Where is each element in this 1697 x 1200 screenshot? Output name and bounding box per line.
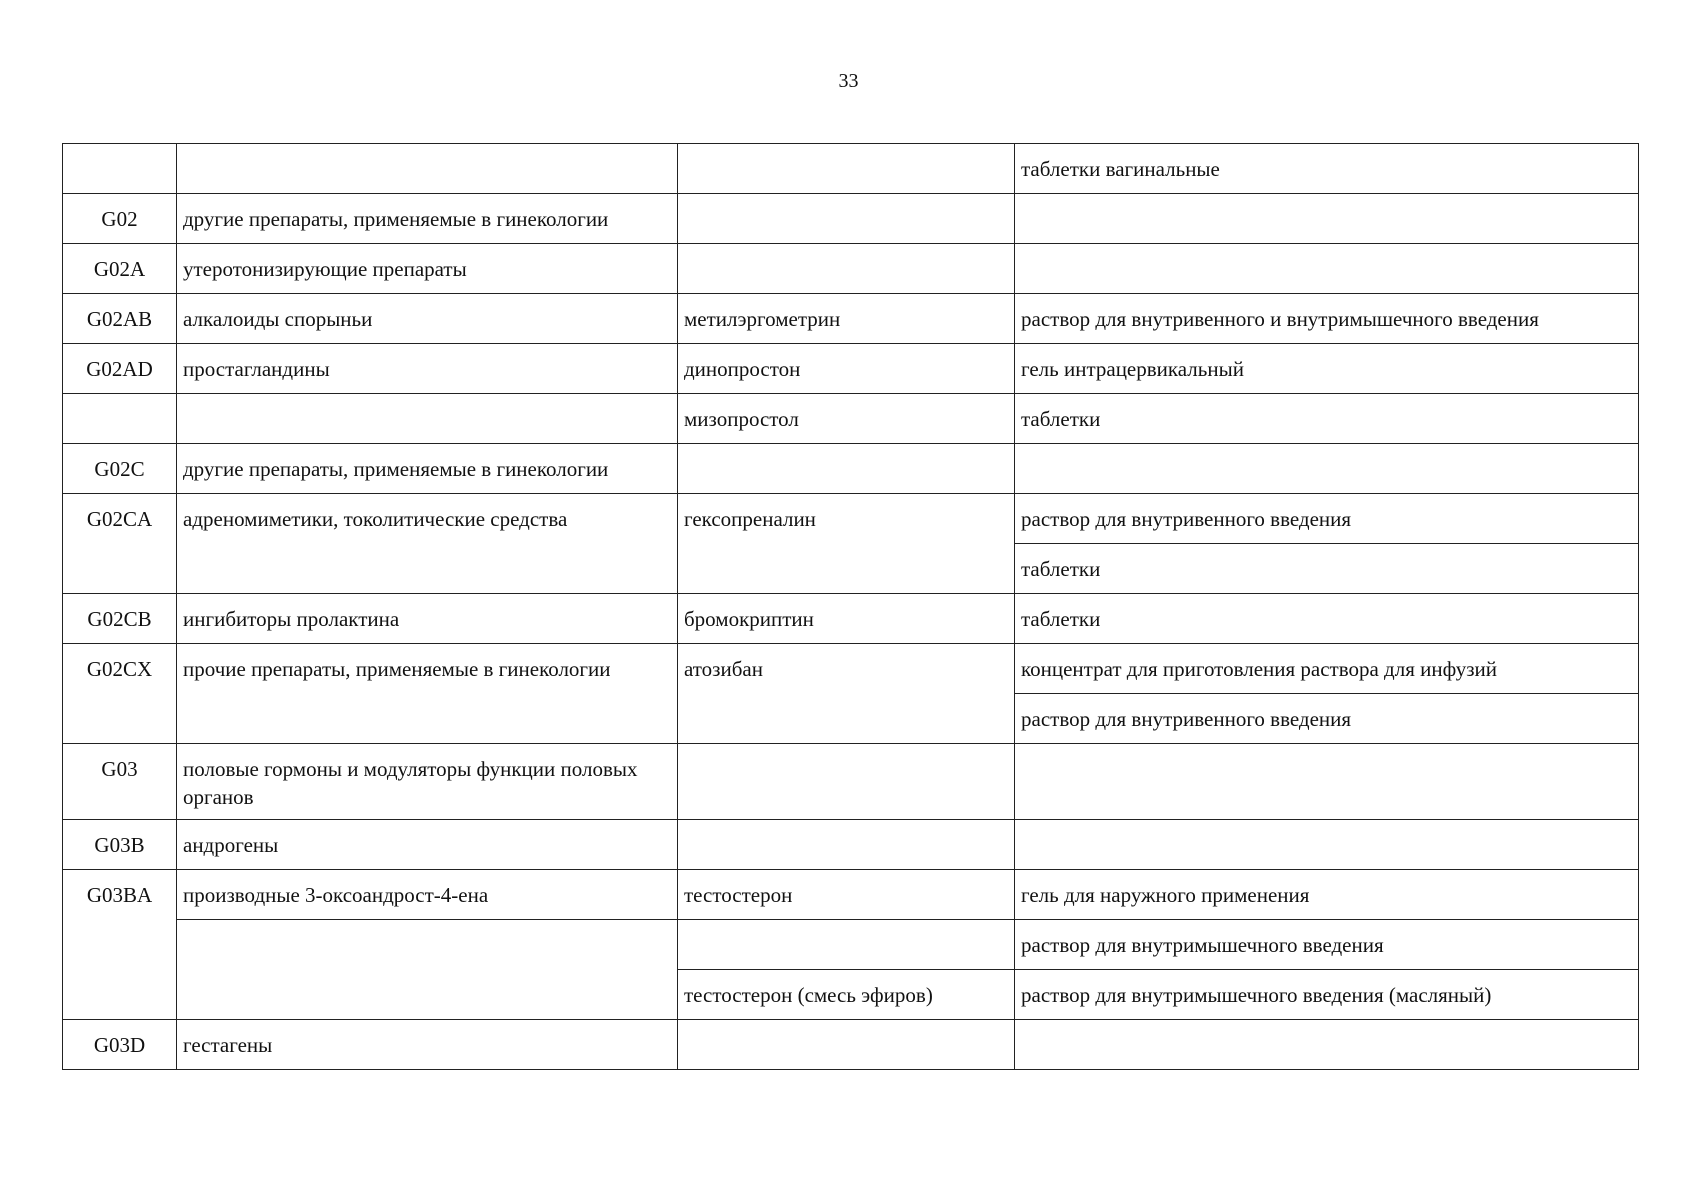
dosage-form-cell [1015, 444, 1639, 494]
dosage-form-cell [1015, 1020, 1639, 1070]
group-cell [177, 144, 678, 194]
dosage-form-cell: гель для наружного применения [1015, 870, 1639, 920]
dosage-form-cell: таблетки вагинальные [1015, 144, 1639, 194]
table-row [63, 244, 1639, 294]
atc-code-cell: G03B [63, 820, 177, 870]
dosage-form-cell: таблетки [1015, 594, 1639, 644]
dosage-form-cell [1015, 744, 1639, 820]
atc-code-cell: G02AD [63, 344, 177, 394]
group-cell: половые гормоны и модуляторы функции половых органов [177, 744, 678, 820]
drug-cell: тестостерон [678, 870, 1015, 920]
table-row [63, 744, 1639, 820]
drug-cell [678, 920, 1015, 970]
dosage-form-cell: концентрат для приготовления раствора для инфузий [1015, 644, 1639, 694]
table-row [63, 444, 1639, 494]
drug-cell: атозибан [678, 644, 1015, 744]
drug-cell [678, 744, 1015, 820]
drug-cell: метилэргометрин [678, 294, 1015, 344]
atc-code-cell: G02CA [63, 494, 177, 594]
dosage-form-cell [1015, 820, 1639, 870]
atc-code-cell [63, 144, 177, 194]
table-row [63, 194, 1639, 244]
group-cell: андрогены [177, 820, 678, 870]
drug-table [62, 143, 1639, 1070]
table-row [63, 1020, 1639, 1070]
table-row [63, 920, 1639, 970]
atc-code-cell: G02CB [63, 594, 177, 644]
dosage-form-cell: гель интрацервикальный [1015, 344, 1639, 394]
atc-code-cell: G03 [63, 744, 177, 820]
drug-cell: тестостерон (смесь эфиров) [678, 970, 1015, 1020]
drug-cell: динопростон [678, 344, 1015, 394]
drug-cell: гексопреналин [678, 494, 1015, 594]
dosage-form-cell: раствор для внутривенного введения [1015, 494, 1639, 544]
atc-code-cell: G02C [63, 444, 177, 494]
group-cell: прочие препараты, применяемые в гинекологии [177, 644, 678, 744]
group-cell: адреномиметики, токолитические средства [177, 494, 678, 594]
group-cell: утеротонизирующие препараты [177, 244, 678, 294]
drug-cell [678, 444, 1015, 494]
table-row [63, 294, 1639, 344]
atc-code-cell [63, 394, 177, 444]
atc-code-cell: G02AB [63, 294, 177, 344]
atc-code-cell: G03BA [63, 870, 177, 1020]
dosage-form-cell: раствор для внутривенного и внутримышечного введения [1015, 294, 1639, 344]
table-row [63, 494, 1639, 544]
dosage-form-cell: раствор для внутривенного введения [1015, 694, 1639, 744]
drug-cell [678, 1020, 1015, 1070]
table-row [63, 644, 1639, 694]
group-cell: простагландины [177, 344, 678, 394]
dosage-form-cell: таблетки [1015, 394, 1639, 444]
atc-code-cell: G02CX [63, 644, 177, 744]
drug-cell [678, 194, 1015, 244]
group-cell: гестагены [177, 1020, 678, 1070]
group-cell: производные 3-оксоандрост-4-ена [177, 870, 678, 920]
table-row [63, 870, 1639, 920]
group-cell: ингибиторы пролактина [177, 594, 678, 644]
dosage-form-cell [1015, 244, 1639, 294]
group-cell: алкалоиды спорыньи [177, 294, 678, 344]
table-row [63, 394, 1639, 444]
table-row [63, 144, 1639, 194]
atc-code-cell: G03D [63, 1020, 177, 1070]
table-row [63, 344, 1639, 394]
table-row [63, 594, 1639, 644]
dosage-form-cell: раствор для внутримышечного введения (масляный) [1015, 970, 1639, 1020]
group-cell [177, 394, 678, 444]
drug-cell [678, 244, 1015, 294]
group-cell [177, 920, 678, 1020]
drug-cell [678, 820, 1015, 870]
drug-cell: бромокриптин [678, 594, 1015, 644]
dosage-form-cell: раствор для внутримышечного введения [1015, 920, 1639, 970]
drug-cell [678, 144, 1015, 194]
group-cell: другие препараты, применяемые в гинекологии [177, 194, 678, 244]
page-number: 33 [838, 70, 859, 92]
dosage-form-cell: таблетки [1015, 544, 1639, 594]
dosage-form-cell [1015, 194, 1639, 244]
group-cell: другие препараты, применяемые в гинекологии [177, 444, 678, 494]
drug-cell: мизопростол [678, 394, 1015, 444]
atc-code-cell: G02A [63, 244, 177, 294]
table-row [63, 820, 1639, 870]
atc-code-cell: G02 [63, 194, 177, 244]
